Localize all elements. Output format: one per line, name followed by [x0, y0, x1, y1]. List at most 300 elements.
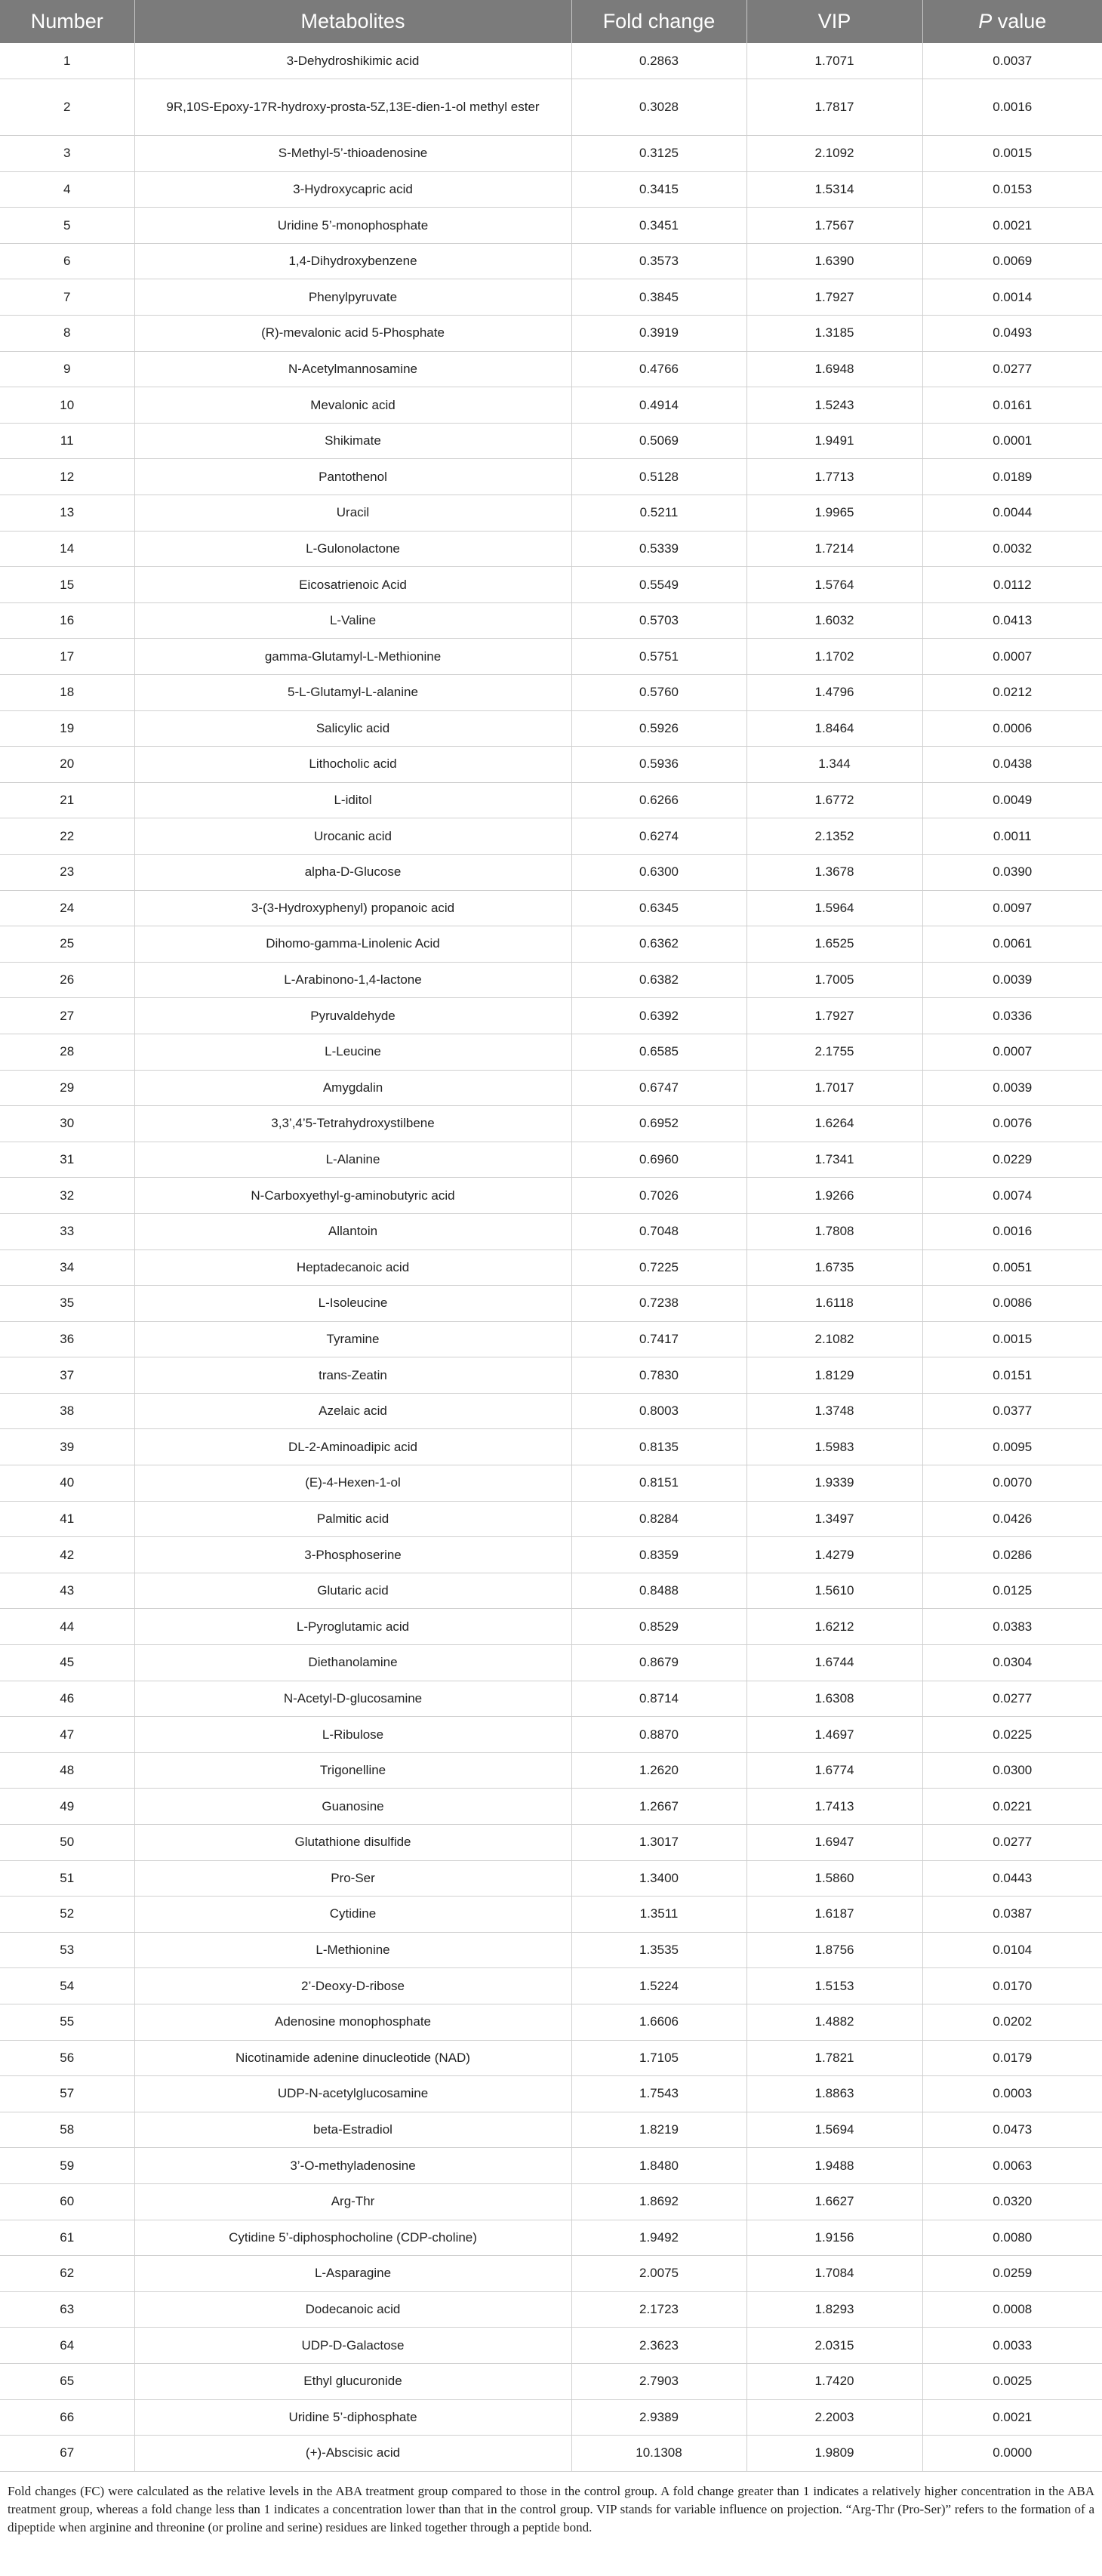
cell-number: 66	[0, 2399, 134, 2436]
cell-vip: 1.7084	[746, 2256, 922, 2292]
cell-vip: 1.7817	[746, 79, 922, 136]
cell-vip: 1.6735	[746, 1249, 922, 1286]
table-row	[0, 1429, 1102, 1465]
table-row	[0, 962, 1102, 998]
cell-vip: 1.7214	[746, 531, 922, 567]
cell-p-value: 0.0151	[922, 1357, 1102, 1394]
header-metabolites: Metabolites	[134, 0, 571, 43]
cell-number: 54	[0, 1968, 134, 2004]
cell-vip: 1.6772	[746, 782, 922, 818]
cell-metabolite: Pantothenol	[134, 459, 571, 495]
table-row	[0, 1825, 1102, 1861]
cell-fold-change: 0.8284	[571, 1501, 746, 1537]
cell-fold-change: 2.0075	[571, 2256, 746, 2292]
cell-number: 37	[0, 1357, 134, 1394]
cell-number: 30	[0, 1106, 134, 1142]
cell-fold-change: 1.8219	[571, 2112, 746, 2148]
cell-p-value: 0.0000	[922, 2436, 1102, 2472]
table-row	[0, 1573, 1102, 1609]
cell-vip: 1.5610	[746, 1573, 922, 1609]
cell-p-value: 0.0377	[922, 1393, 1102, 1429]
cell-p-value: 0.0097	[922, 890, 1102, 926]
cell-fold-change: 0.8714	[571, 1681, 746, 1717]
cell-metabolite: Azelaic acid	[134, 1393, 571, 1429]
cell-metabolite: Amygdalin	[134, 1070, 571, 1106]
cell-p-value: 0.0011	[922, 818, 1102, 855]
table-row	[0, 2076, 1102, 2112]
cell-vip: 1.7017	[746, 1070, 922, 1106]
cell-vip: 1.7567	[746, 208, 922, 244]
cell-vip: 1.7420	[746, 2363, 922, 2399]
table-row	[0, 423, 1102, 459]
cell-vip: 1.7821	[746, 2040, 922, 2076]
cell-vip: 2.1352	[746, 818, 922, 855]
cell-fold-change: 0.2863	[571, 43, 746, 79]
cell-metabolite: 1,4-Dihydroxybenzene	[134, 243, 571, 279]
cell-vip: 1.5153	[746, 1968, 922, 2004]
cell-fold-change: 1.2620	[571, 1752, 746, 1789]
cell-p-value: 0.0390	[922, 854, 1102, 890]
cell-p-value: 0.0259	[922, 2256, 1102, 2292]
table-row	[0, 818, 1102, 855]
cell-number: 55	[0, 2004, 134, 2040]
cell-p-value: 0.0300	[922, 1752, 1102, 1789]
cell-metabolite: Cytidine	[134, 1897, 571, 1933]
table-row	[0, 710, 1102, 747]
cell-metabolite: Adenosine monophosphate	[134, 2004, 571, 2040]
cell-fold-change: 0.6585	[571, 1034, 746, 1070]
cell-fold-change: 1.8692	[571, 2183, 746, 2220]
cell-number: 16	[0, 602, 134, 639]
cell-number: 5	[0, 208, 134, 244]
table-row	[0, 890, 1102, 926]
cell-metabolite: (E)-4-Hexen-1-ol	[134, 1465, 571, 1502]
cell-metabolite: 3,3’,4’5-Tetrahydroxystilbene	[134, 1106, 571, 1142]
table-row	[0, 2399, 1102, 2436]
cell-number: 12	[0, 459, 134, 495]
cell-number: 20	[0, 747, 134, 783]
cell-number: 25	[0, 926, 134, 963]
cell-p-value: 0.0076	[922, 1106, 1102, 1142]
cell-p-value: 0.0016	[922, 79, 1102, 136]
cell-number: 11	[0, 423, 134, 459]
cell-fold-change: 0.3028	[571, 79, 746, 136]
cell-number: 22	[0, 818, 134, 855]
cell-vip: 1.7413	[746, 1789, 922, 1825]
cell-p-value: 0.0061	[922, 926, 1102, 963]
table-footnote: Fold changes (FC) were calculated as the relative levels in the ABA treatment group compared to those in the control group. A fold change greater than 1 indicates a relatively higher concentration in the ABA treatment group, whereas a fold change less than 1 indicates a concentration lower than that in the control group. VIP stands for variable influence on projection. “Arg-Thr (Pro-Ser)” refers to the formation of a dipeptide when arginine and threonine (or proline and serine) residues are linked together through a peptide bond.	[8, 2483, 1094, 2534]
table-row	[0, 2328, 1102, 2364]
cell-metabolite: L-Isoleucine	[134, 1286, 571, 1322]
cell-fold-change: 0.3845	[571, 279, 746, 316]
cell-number: 64	[0, 2328, 134, 2364]
table-row	[0, 1106, 1102, 1142]
cell-p-value: 0.0304	[922, 1645, 1102, 1681]
cell-metabolite: L-Gulonolactone	[134, 531, 571, 567]
cell-number: 56	[0, 2040, 134, 2076]
cell-fold-change: 0.5339	[571, 531, 746, 567]
cell-metabolite: 2’-Deoxy-D-ribose	[134, 1968, 571, 2004]
cell-metabolite: Eicosatrienoic Acid	[134, 567, 571, 603]
table-row	[0, 675, 1102, 711]
table-row	[0, 1249, 1102, 1286]
cell-fold-change: 0.8135	[571, 1429, 746, 1465]
table-row	[0, 639, 1102, 675]
cell-fold-change: 0.6300	[571, 854, 746, 890]
cell-fold-change: 0.3125	[571, 136, 746, 172]
table-row	[0, 1286, 1102, 1322]
header-p-italic: P	[978, 10, 993, 32]
cell-fold-change: 1.3017	[571, 1825, 746, 1861]
cell-fold-change: 0.5128	[571, 459, 746, 495]
cell-metabolite: UDP-N-acetylglucosamine	[134, 2076, 571, 2112]
cell-p-value: 0.0033	[922, 2328, 1102, 2364]
cell-p-value: 0.0277	[922, 351, 1102, 387]
cell-fold-change: 2.1723	[571, 2291, 746, 2328]
cell-fold-change: 0.6266	[571, 782, 746, 818]
cell-vip: 1.6187	[746, 1897, 922, 1933]
table-row	[0, 1178, 1102, 1214]
table-row	[0, 1034, 1102, 1070]
cell-metabolite: Glutathione disulfide	[134, 1825, 571, 1861]
cell-p-value: 0.0387	[922, 1897, 1102, 1933]
cell-number: 34	[0, 1249, 134, 1286]
cell-number: 38	[0, 1393, 134, 1429]
table-row	[0, 1142, 1102, 1178]
cell-number: 10	[0, 387, 134, 424]
cell-p-value: 0.0007	[922, 1034, 1102, 1070]
cell-metabolite: Glutaric acid	[134, 1573, 571, 1609]
cell-vip: 1.9266	[746, 1178, 922, 1214]
cell-vip: 1.3185	[746, 316, 922, 352]
cell-p-value: 0.0051	[922, 1249, 1102, 1286]
cell-number: 51	[0, 1860, 134, 1897]
cell-vip: 1.5694	[746, 2112, 922, 2148]
header-p-rest: value	[992, 10, 1047, 32]
cell-vip: 1.7927	[746, 998, 922, 1034]
cell-number: 63	[0, 2291, 134, 2328]
cell-fold-change: 0.5069	[571, 423, 746, 459]
cell-metabolite: Trigonelline	[134, 1752, 571, 1789]
table-row	[0, 387, 1102, 424]
cell-number: 24	[0, 890, 134, 926]
cell-vip: 2.0315	[746, 2328, 922, 2364]
cell-vip: 1.6627	[746, 2183, 922, 2220]
cell-number: 8	[0, 316, 134, 352]
table-row	[0, 459, 1102, 495]
cell-vip: 1.9339	[746, 1465, 922, 1502]
cell-fold-change: 0.8359	[571, 1537, 746, 1573]
cell-p-value: 0.0153	[922, 171, 1102, 208]
cell-vip: 1.8756	[746, 1932, 922, 1968]
cell-fold-change: 0.6952	[571, 1106, 746, 1142]
cell-metabolite: L-Asparagine	[134, 2256, 571, 2292]
table-row	[0, 79, 1102, 136]
cell-fold-change: 1.7543	[571, 2076, 746, 2112]
cell-fold-change: 0.6392	[571, 998, 746, 1034]
cell-fold-change: 0.3451	[571, 208, 746, 244]
cell-number: 49	[0, 1789, 134, 1825]
cell-number: 6	[0, 243, 134, 279]
cell-p-value: 0.0070	[922, 1465, 1102, 1502]
cell-p-value: 0.0286	[922, 1537, 1102, 1573]
cell-metabolite: DL-2-Aminoadipic acid	[134, 1429, 571, 1465]
cell-p-value: 0.0044	[922, 495, 1102, 532]
table-row	[0, 2148, 1102, 2184]
cell-metabolite: 3-Dehydroshikimic acid	[134, 43, 571, 79]
cell-vip: 1.3748	[746, 1393, 922, 1429]
cell-metabolite: Uridine 5’-diphosphate	[134, 2399, 571, 2436]
table-row	[0, 747, 1102, 783]
cell-fold-change: 0.5926	[571, 710, 746, 747]
cell-fold-change: 0.5703	[571, 602, 746, 639]
cell-fold-change: 1.6606	[571, 2004, 746, 2040]
cell-fold-change: 1.3400	[571, 1860, 746, 1897]
table-row	[0, 567, 1102, 603]
cell-vip: 2.1092	[746, 136, 922, 172]
cell-vip: 1.5860	[746, 1860, 922, 1897]
cell-metabolite: L-Methionine	[134, 1932, 571, 1968]
cell-fold-change: 1.5224	[571, 1968, 746, 2004]
cell-number: 36	[0, 1321, 134, 1357]
cell-number: 23	[0, 854, 134, 890]
cell-metabolite: Lithocholic acid	[134, 747, 571, 783]
cell-p-value: 0.0015	[922, 1321, 1102, 1357]
cell-number: 29	[0, 1070, 134, 1106]
cell-p-value: 0.0039	[922, 1070, 1102, 1106]
cell-p-value: 0.0069	[922, 243, 1102, 279]
cell-p-value: 0.0229	[922, 1142, 1102, 1178]
cell-number: 52	[0, 1897, 134, 1933]
cell-vip: 1.8863	[746, 2076, 922, 2112]
cell-vip: 1.8129	[746, 1357, 922, 1394]
cell-p-value: 0.0179	[922, 2040, 1102, 2076]
cell-vip: 1.6032	[746, 602, 922, 639]
table-row	[0, 2004, 1102, 2040]
cell-fold-change: 0.6274	[571, 818, 746, 855]
cell-metabolite: Arg-Thr	[134, 2183, 571, 2220]
cell-metabolite: (+)-Abscisic acid	[134, 2436, 571, 2472]
cell-p-value: 0.0112	[922, 567, 1102, 603]
table-body	[0, 43, 1102, 2471]
cell-number: 35	[0, 1286, 134, 1322]
cell-metabolite: UDP-D-Galactose	[134, 2328, 571, 2364]
cell-fold-change: 0.5936	[571, 747, 746, 783]
cell-fold-change: 0.8488	[571, 1573, 746, 1609]
cell-vip: 1.6390	[746, 243, 922, 279]
cell-metabolite: 3-Phosphoserine	[134, 1537, 571, 1573]
cell-number: 47	[0, 1717, 134, 1753]
table-row	[0, 998, 1102, 1034]
cell-vip: 1.5983	[746, 1429, 922, 1465]
table-row	[0, 279, 1102, 316]
cell-p-value: 0.0021	[922, 208, 1102, 244]
cell-metabolite: L-Leucine	[134, 1034, 571, 1070]
cell-fold-change: 0.8529	[571, 1609, 746, 1645]
table-row	[0, 1321, 1102, 1357]
cell-vip: 1.8293	[746, 2291, 922, 2328]
cell-number: 14	[0, 531, 134, 567]
cell-number: 7	[0, 279, 134, 316]
cell-number: 19	[0, 710, 134, 747]
cell-metabolite: Mevalonic acid	[134, 387, 571, 424]
cell-number: 45	[0, 1645, 134, 1681]
table-row	[0, 136, 1102, 172]
cell-number: 32	[0, 1178, 134, 1214]
table-row	[0, 1070, 1102, 1106]
cell-metabolite: Uracil	[134, 495, 571, 532]
cell-metabolite: 3’-O-methyladenosine	[134, 2148, 571, 2184]
cell-vip: 1.7341	[746, 1142, 922, 1178]
cell-vip: 1.6525	[746, 926, 922, 963]
cell-number: 31	[0, 1142, 134, 1178]
cell-p-value: 0.0016	[922, 1213, 1102, 1249]
cell-p-value: 0.0104	[922, 1932, 1102, 1968]
table-row	[0, 495, 1102, 532]
cell-vip: 1.4882	[746, 2004, 922, 2040]
cell-fold-change: 0.6362	[571, 926, 746, 963]
cell-number: 4	[0, 171, 134, 208]
cell-p-value: 0.0014	[922, 279, 1102, 316]
cell-fold-change: 1.7105	[571, 2040, 746, 2076]
table-row	[0, 1752, 1102, 1789]
cell-metabolite: Phenylpyruvate	[134, 279, 571, 316]
cell-number: 57	[0, 2076, 134, 2112]
cell-vip: 1.7927	[746, 279, 922, 316]
cell-p-value: 0.0212	[922, 675, 1102, 711]
cell-p-value: 0.0037	[922, 43, 1102, 79]
cell-fold-change: 0.4766	[571, 351, 746, 387]
cell-p-value: 0.0161	[922, 387, 1102, 424]
cell-metabolite: Tyramine	[134, 1321, 571, 1357]
cell-vip: 1.6948	[746, 351, 922, 387]
cell-metabolite: N-Carboxyethyl-g-aminobutyric acid	[134, 1178, 571, 1214]
table-row	[0, 531, 1102, 567]
cell-number: 3	[0, 136, 134, 172]
cell-metabolite: Pyruvaldehyde	[134, 998, 571, 1034]
cell-fold-change: 0.5760	[571, 675, 746, 711]
cell-number: 46	[0, 1681, 134, 1717]
cell-vip: 1.9156	[746, 2220, 922, 2256]
cell-number: 33	[0, 1213, 134, 1249]
cell-number: 2	[0, 79, 134, 136]
cell-metabolite: Dihomo-gamma-Linolenic Acid	[134, 926, 571, 963]
cell-p-value: 0.0336	[922, 998, 1102, 1034]
cell-p-value: 0.0021	[922, 2399, 1102, 2436]
cell-p-value: 0.0473	[922, 2112, 1102, 2148]
cell-number: 43	[0, 1573, 134, 1609]
cell-vip: 1.344	[746, 747, 922, 783]
cell-fold-change: 0.6960	[571, 1142, 746, 1178]
cell-metabolite: Heptadecanoic acid	[134, 1249, 571, 1286]
cell-metabolite: L-iditol	[134, 782, 571, 818]
cell-number: 26	[0, 962, 134, 998]
cell-p-value: 0.0095	[922, 1429, 1102, 1465]
cell-number: 41	[0, 1501, 134, 1537]
cell-vip: 2.1082	[746, 1321, 922, 1357]
table-row	[0, 1681, 1102, 1717]
cell-metabolite: Palmitic acid	[134, 1501, 571, 1537]
cell-metabolite: Urocanic acid	[134, 818, 571, 855]
cell-metabolite: Salicylic acid	[134, 710, 571, 747]
table-row	[0, 1393, 1102, 1429]
table-row	[0, 1213, 1102, 1249]
table-row	[0, 602, 1102, 639]
cell-p-value: 0.0493	[922, 316, 1102, 352]
cell-vip: 1.7071	[746, 43, 922, 79]
cell-number: 67	[0, 2436, 134, 2472]
table-row	[0, 243, 1102, 279]
table-row	[0, 208, 1102, 244]
cell-fold-change: 0.7225	[571, 1249, 746, 1286]
cell-vip: 1.6308	[746, 1681, 922, 1717]
cell-p-value: 0.0025	[922, 2363, 1102, 2399]
cell-vip: 1.7005	[746, 962, 922, 998]
cell-metabolite: trans-Zeatin	[134, 1357, 571, 1394]
cell-vip: 1.9965	[746, 495, 922, 532]
cell-number: 18	[0, 675, 134, 711]
cell-vip: 1.5764	[746, 567, 922, 603]
cell-fold-change: 0.8003	[571, 1393, 746, 1429]
cell-p-value: 0.0125	[922, 1573, 1102, 1609]
cell-fold-change: 0.6382	[571, 962, 746, 998]
cell-fold-change: 0.4914	[571, 387, 746, 424]
cell-metabolite: S-Methyl-5’-thioadenosine	[134, 136, 571, 172]
cell-fold-change: 2.3623	[571, 2328, 746, 2364]
cell-vip: 1.4796	[746, 675, 922, 711]
cell-p-value: 0.0225	[922, 1717, 1102, 1753]
table-row	[0, 2112, 1102, 2148]
table-row	[0, 1968, 1102, 2004]
cell-fold-change: 0.6747	[571, 1070, 746, 1106]
cell-number: 53	[0, 1932, 134, 1968]
cell-metabolite: Pro-Ser	[134, 1860, 571, 1897]
table-row	[0, 1357, 1102, 1394]
table-row	[0, 2220, 1102, 2256]
cell-vip: 1.4697	[746, 1717, 922, 1753]
cell-number: 39	[0, 1429, 134, 1465]
table-row	[0, 351, 1102, 387]
cell-metabolite: Shikimate	[134, 423, 571, 459]
cell-fold-change: 1.9492	[571, 2220, 746, 2256]
cell-number: 15	[0, 567, 134, 603]
cell-vip: 1.3678	[746, 854, 922, 890]
cell-metabolite: Ethyl glucuronide	[134, 2363, 571, 2399]
table-row	[0, 1465, 1102, 1502]
table-header	[0, 0, 1102, 43]
cell-metabolite: N-Acetylmannosamine	[134, 351, 571, 387]
cell-number: 65	[0, 2363, 134, 2399]
cell-metabolite: L-Alanine	[134, 1142, 571, 1178]
cell-p-value: 0.0170	[922, 1968, 1102, 2004]
cell-fold-change: 0.7048	[571, 1213, 746, 1249]
table-row	[0, 782, 1102, 818]
cell-number: 17	[0, 639, 134, 675]
cell-fold-change: 1.3511	[571, 1897, 746, 1933]
cell-vip: 1.5243	[746, 387, 922, 424]
cell-metabolite: Cytidine 5’-diphosphocholine (CDP-choline)	[134, 2220, 571, 2256]
cell-vip: 1.6118	[746, 1286, 922, 1322]
cell-metabolite: L-Valine	[134, 602, 571, 639]
table-row	[0, 1932, 1102, 1968]
table-row	[0, 1897, 1102, 1933]
cell-metabolite: L-Ribulose	[134, 1717, 571, 1753]
cell-metabolite: L-Arabinono-1,4-lactone	[134, 962, 571, 998]
cell-p-value: 0.0007	[922, 639, 1102, 675]
table-row	[0, 2256, 1102, 2292]
cell-metabolite: Allantoin	[134, 1213, 571, 1249]
table-row	[0, 1789, 1102, 1825]
